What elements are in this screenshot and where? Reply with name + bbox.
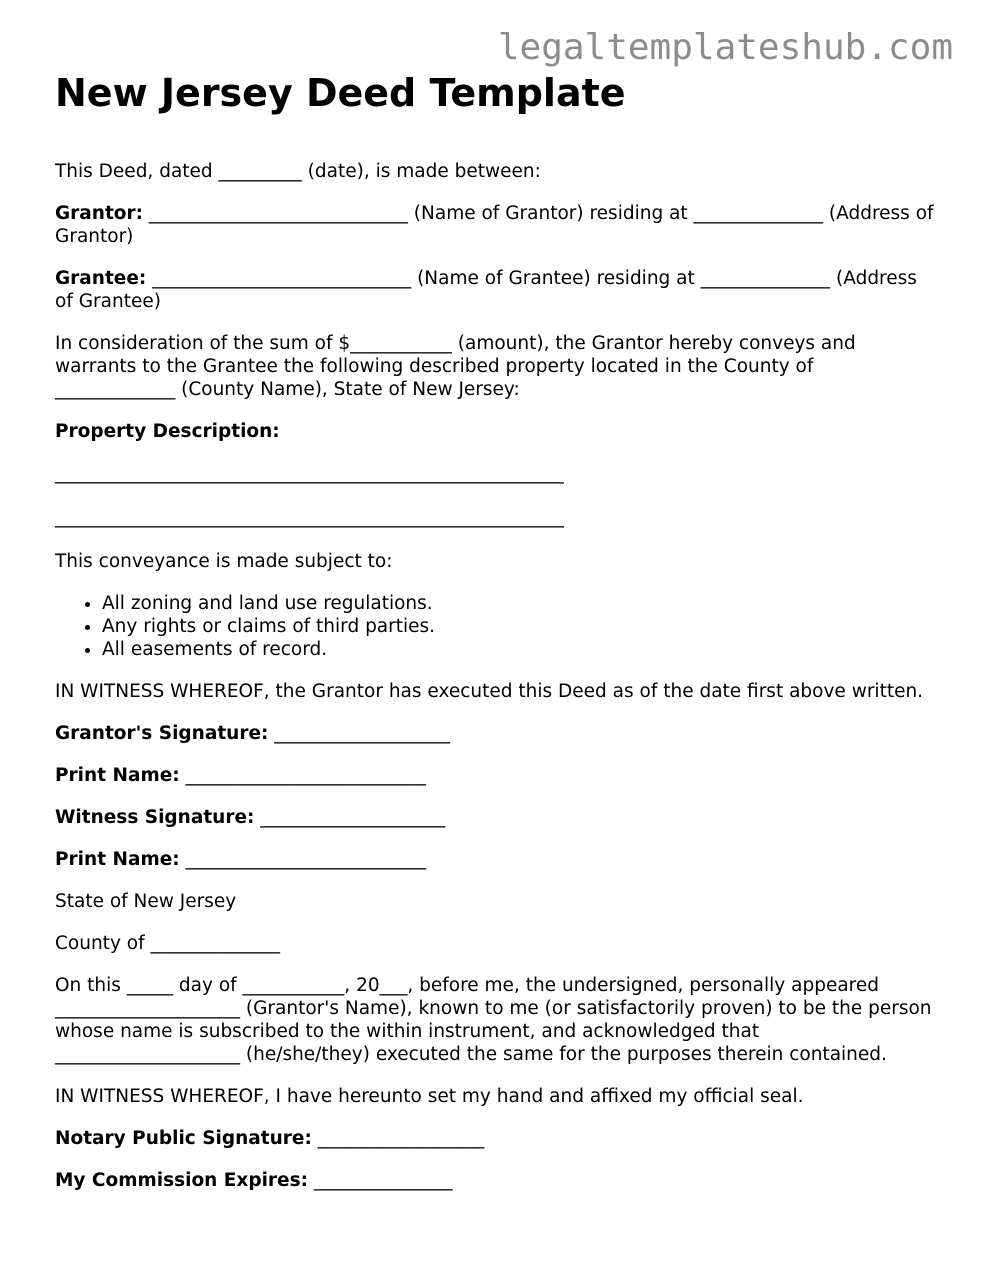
list-item: • All easements of record. [102,638,935,661]
witness-statement: IN WITNESS WHEREOF, the Grantor has executed this Deed as of the date first above written. [55,681,924,702]
notary-signature-blank: __________________ [311,1128,485,1149]
list-item: • Any rights or claims of third parties. [102,615,935,638]
witness-signature-line [55,806,935,829]
deed-document [55,70,935,1211]
subject-intro: This conveyance is made subject to: [55,551,393,572]
print-name-blank: __________________________ [179,765,427,786]
witness-signature-label: Witness Signature: [55,807,255,828]
property-description-label [55,420,935,443]
commission-expires-blank: _______________ [308,1170,453,1191]
state-line: State of New Jersey [55,891,237,912]
notary-signature-label: Notary Public Signature: [55,1128,312,1149]
county-line: County of ______________ [55,933,280,954]
consideration-paragraph: In consideration of the sum of $___________ (amount), the Grantor hereby conveys and warrants to the Grantee the following described property located in the County of _____________ (County Name), State of New Jersey: [55,333,856,400]
print-name-label: Print Name: [55,765,180,786]
grantor-text: ____________________________ (Name of Grantor) residing at ______________ (Address of Grantor) [55,203,934,247]
notary-signature-line [55,1127,935,1150]
grantor-signature-blank: ___________________ [268,723,451,744]
watermark: legaltemplateshub.com [497,27,953,68]
property-description-heading: Property Description: [55,421,280,442]
print-name-blank: __________________________ [179,849,427,870]
grantee-text: ____________________________ (Name of Grantee) residing at ______________ (Address of Grantee) [55,268,917,312]
page-title: New Jersey Deed Template [55,71,626,115]
print-name-label: Print Name: [55,849,180,870]
subject-list [55,592,935,661]
commission-expires-line [55,1169,935,1192]
acknowledgment-paragraph: On this _____ day of ___________, 20___, before me, the undersigned, personally appeared ____________________ (Grantor's Name), known to me (or satisfactorily proven) to be the person whose name is subscribed to the within instrument, and acknowledged that ____________________ (he/she/they) executed the same for the purposes therein contained. [55,975,932,1065]
grantor-paragraph [55,202,935,248]
witness-signature-blank: ____________________ [254,807,446,828]
notary-witness-statement: IN WITNESS WHEREOF, I have hereunto set my hand and affixed my official seal. [55,1086,804,1107]
property-description-line: _______________________________________________________ [55,463,564,484]
print-name-line [55,848,935,871]
print-name-line [55,764,935,787]
intro-paragraph: This Deed, dated _________ (date), is made between: [55,161,541,182]
grantee-paragraph [55,267,935,313]
commission-expires-label: My Commission Expires: [55,1170,309,1191]
grantor-label: Grantor: [55,203,144,224]
grantor-signature-label: Grantor's Signature: [55,723,269,744]
property-description-line: _______________________________________________________ [55,507,564,528]
grantee-label: Grantee: [55,268,147,289]
list-item: • All zoning and land use regulations. [102,592,935,615]
grantor-signature-line [55,722,935,745]
